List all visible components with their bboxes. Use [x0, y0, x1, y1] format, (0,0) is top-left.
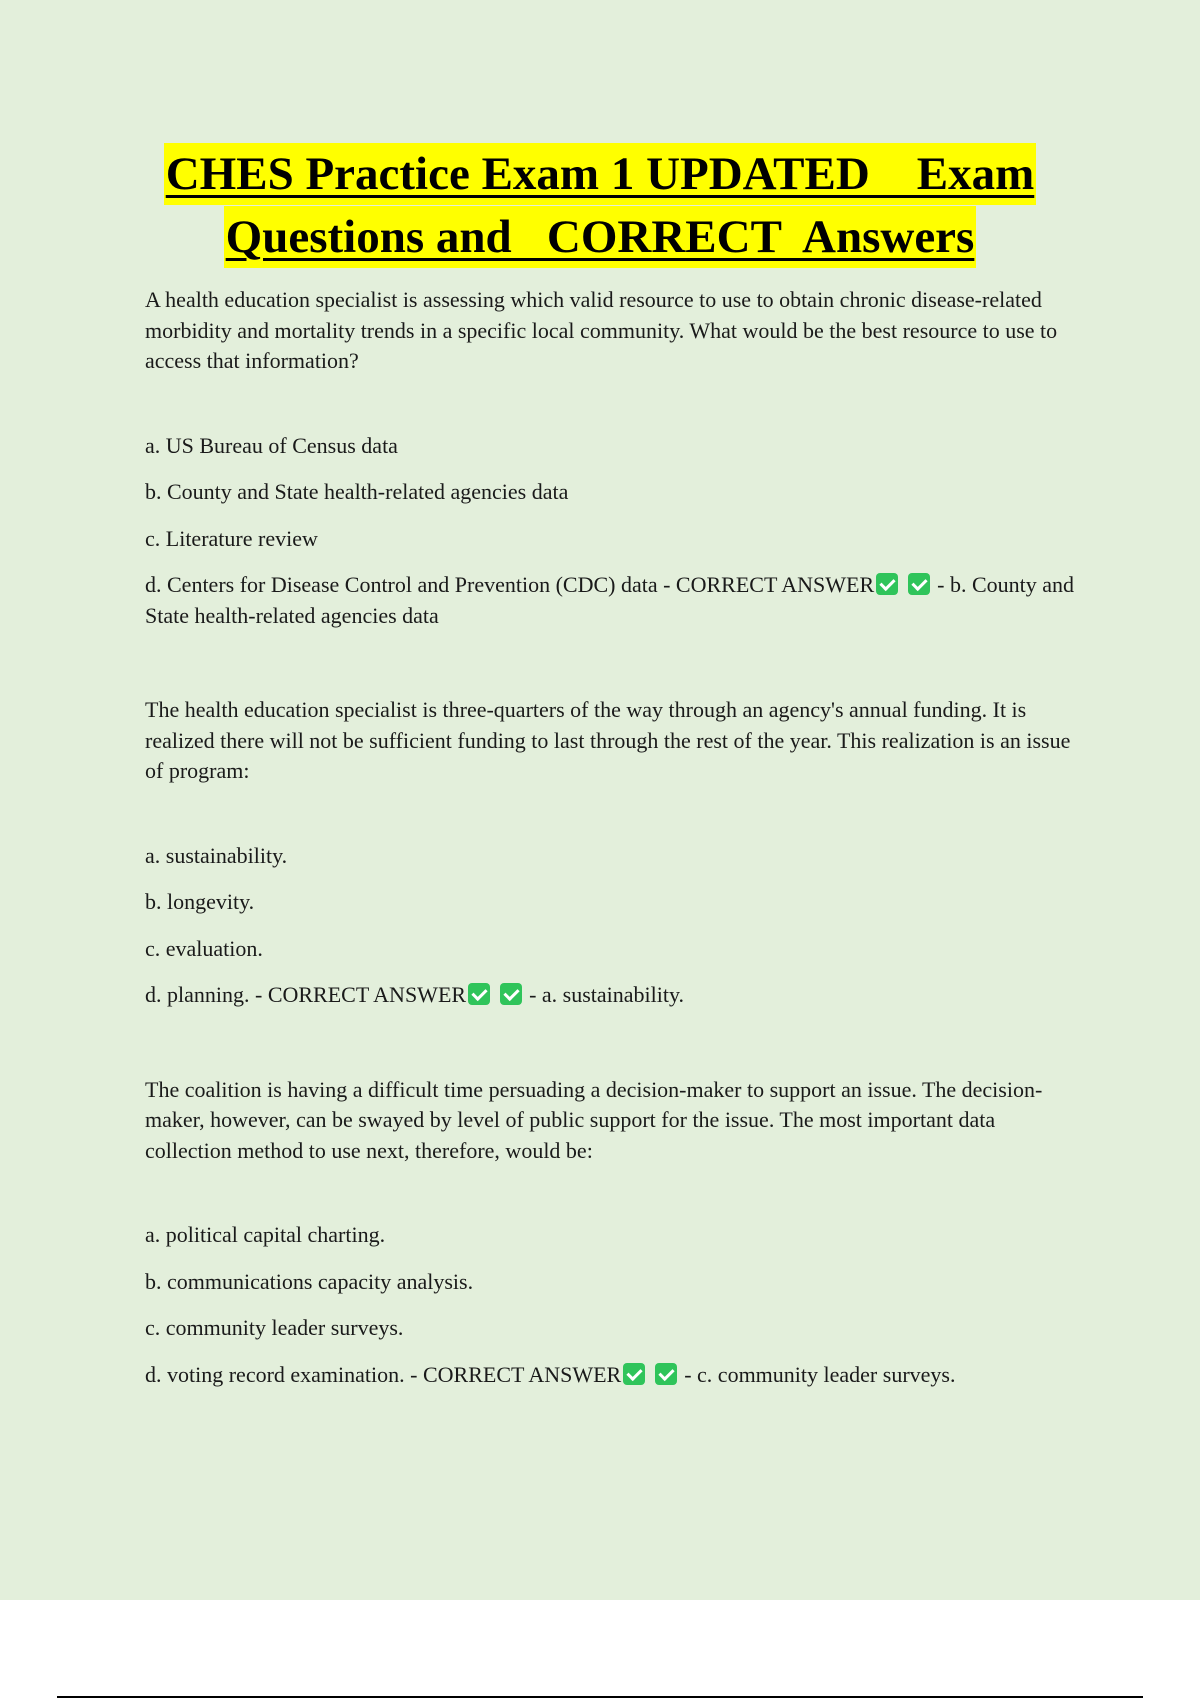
- page-title: [0, 143, 1200, 269]
- question-1-option-a: a. US Bureau of Census data: [145, 432, 398, 458]
- check-mark-icon: [655, 1363, 677, 1385]
- question-3-option-d: [145, 1360, 1075, 1391]
- check-mark-icon: [876, 573, 898, 595]
- question-3-stem: The coalition is having a difficult time persuading a decision-maker to support an issue. The decision-maker, however, can be swayed by level of public support for the issue. The most important data collection method to use next, therefore, would be:: [145, 1076, 1043, 1163]
- check-mark-icon: [623, 1363, 645, 1385]
- question-3-answer: - c. community leader surveys.: [684, 1361, 956, 1387]
- question-1-option-c: c. Literature review: [145, 525, 318, 551]
- question-2-option-d: [145, 980, 1075, 1011]
- question-2-option-c: c. evaluation.: [145, 935, 263, 961]
- question-2-option-d-text: d. planning. - CORRECT ANSWER: [145, 982, 467, 1007]
- question-1-option-b: b. County and State health-related agencies data: [145, 479, 569, 504]
- question-3-option-c: c. community leader surveys.: [145, 1315, 404, 1340]
- question-2-option-b: b. longevity.: [145, 889, 255, 914]
- question-1-option-d-text: d. Centers for Disease Control and Prevention (CDC) data - CORRECT ANSWER: [145, 572, 875, 597]
- title-line-2: Questions and CORRECT Answers: [224, 206, 977, 268]
- question-2-answer: - a. sustainability.: [529, 982, 685, 1007]
- question-3-option-a: a. political capital charting.: [145, 1222, 386, 1247]
- question-1-answer: - b. County and State health-related agencies data: [145, 572, 1075, 628]
- title-line-1: CHES Practice Exam 1 UPDATED Exam: [164, 143, 1037, 205]
- question-1-option-d: [145, 570, 1075, 631]
- check-mark-icon: [468, 983, 490, 1005]
- question-3-option-b: b. communications capacity analysis.: [145, 1268, 474, 1294]
- question-2-option-a: a. sustainability.: [145, 842, 288, 868]
- questions-list: [145, 285, 1075, 1454]
- check-mark-icon: [500, 983, 522, 1005]
- footer-divider: [57, 1696, 1143, 1698]
- question-2-stem: The health education specialist is three-quarters of the way through an agency's annual funding. It is realized there will not be sufficient funding to last through the rest of the year. This realization is an issue of program:: [145, 697, 1071, 783]
- question-3-option-d-text: d. voting record examination. - CORRECT ANSWER: [145, 1361, 622, 1387]
- check-mark-icon: [908, 573, 930, 595]
- question-1-stem: A health education specialist is assessing which valid resource to use to obtain chronic disease-related morbidity and mortality trends in a specific local community. What would be the best resource to use to access that information?: [145, 287, 1058, 373]
